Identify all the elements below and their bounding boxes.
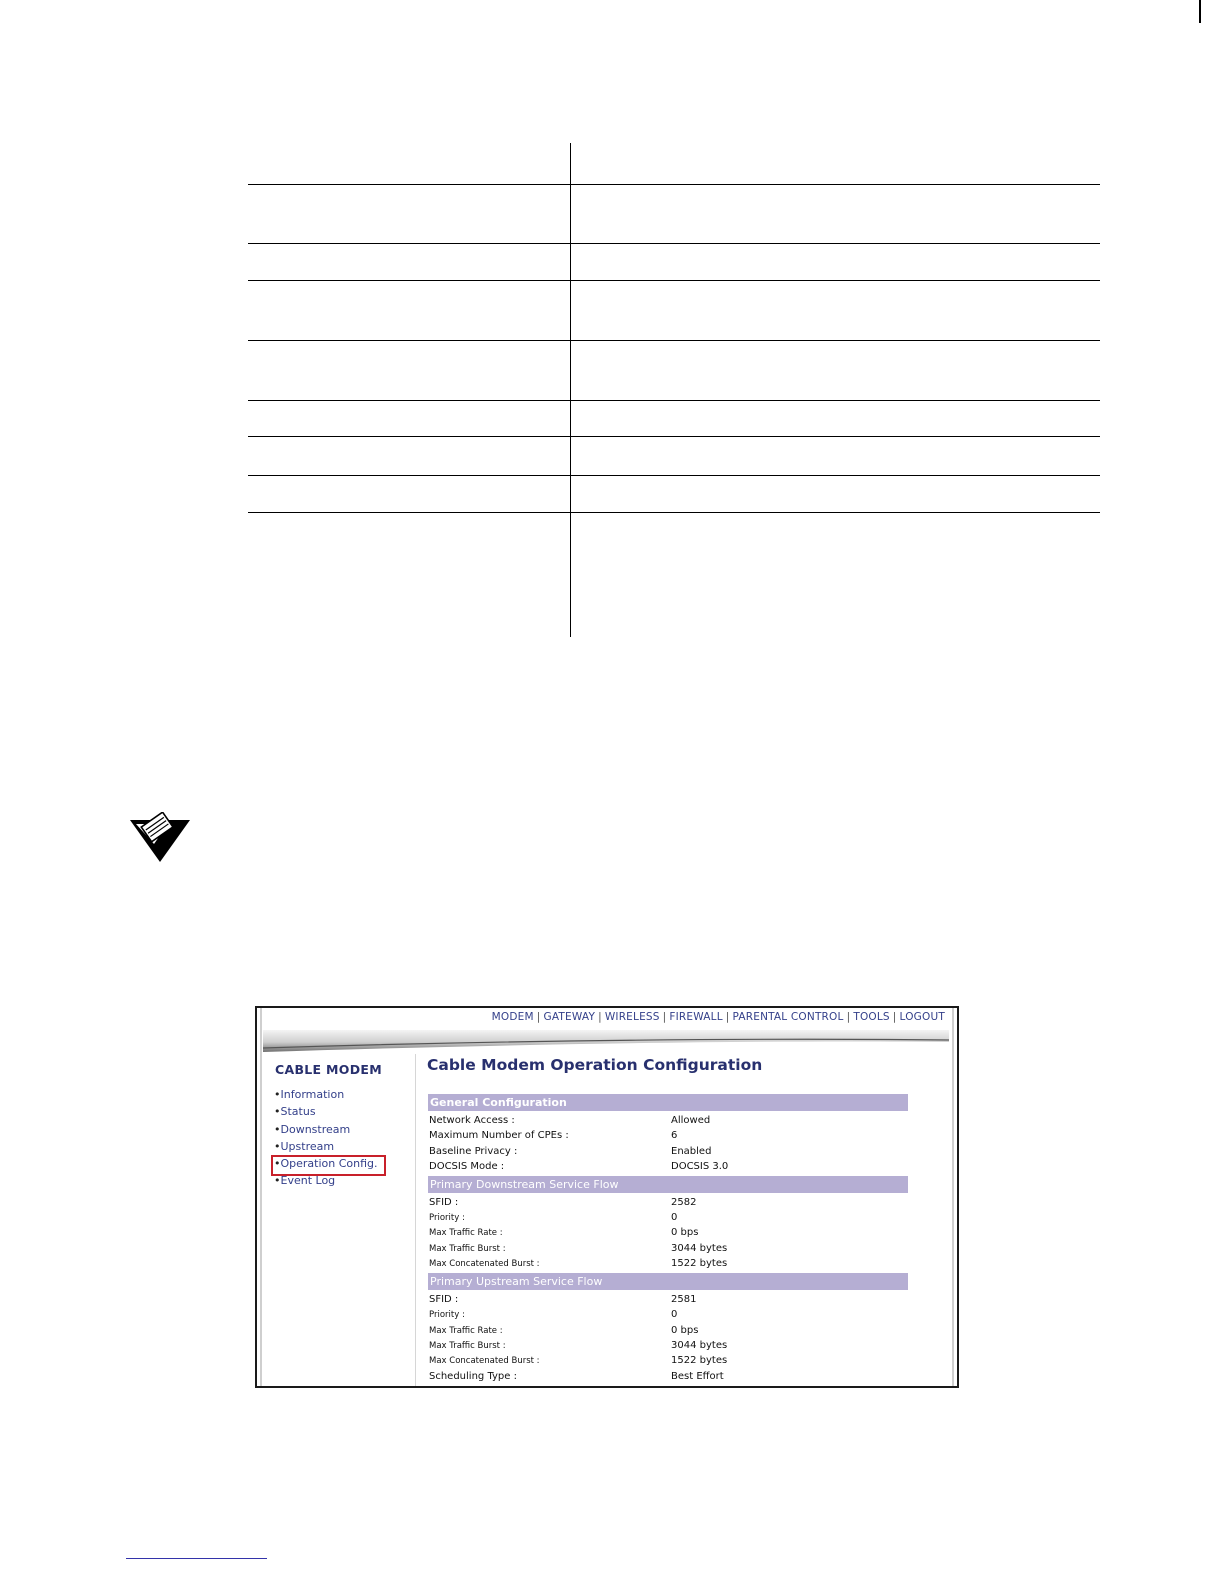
table-row-divider xyxy=(248,243,1100,244)
sidebar-item-event-log[interactable]: •Event Log xyxy=(274,1174,336,1188)
table-row xyxy=(429,1355,909,1370)
sidebar-item-status[interactable]: •Status xyxy=(274,1105,316,1119)
table-row xyxy=(429,1243,909,1258)
section-header-upstream: Primary Upstream Service Flow xyxy=(428,1273,908,1290)
table-row xyxy=(429,1146,909,1161)
row-label: Max Traffic Rate : xyxy=(429,1326,503,1336)
row-value: 0 xyxy=(671,1212,678,1223)
frame-edge xyxy=(952,1008,954,1386)
sidebar xyxy=(263,1054,416,1386)
nav-parental-control[interactable]: PARENTAL CONTROL xyxy=(732,1011,844,1023)
sidebar-item-label[interactable]: Information xyxy=(280,1088,345,1101)
table-row xyxy=(429,1161,909,1176)
row-value: Allowed xyxy=(671,1115,711,1126)
section-header-general: General Configuration xyxy=(428,1094,908,1111)
row-label: SFID : xyxy=(429,1294,459,1305)
sidebar-item-label[interactable]: Upstream xyxy=(280,1139,335,1153)
table-row xyxy=(429,1115,909,1130)
table-row xyxy=(429,1325,909,1340)
row-value: 3044 bytes xyxy=(671,1340,728,1351)
empty-table xyxy=(248,143,1100,637)
sidebar-item-downstream[interactable]: •Downstream xyxy=(274,1122,351,1136)
sidebar-item-information[interactable]: •Information xyxy=(274,1088,345,1101)
row-label: Max Traffic Burst : xyxy=(429,1341,506,1351)
sidebar-item-label[interactable]: Downstream xyxy=(280,1122,351,1136)
row-value: 2582 xyxy=(671,1197,697,1208)
table-row xyxy=(429,1294,909,1309)
row-value: 0 xyxy=(671,1309,678,1320)
sidebar-item-label[interactable]: Event Log xyxy=(280,1174,336,1188)
row-value: 2581 xyxy=(671,1294,697,1305)
row-label: Baseline Privacy : xyxy=(429,1146,518,1157)
row-label: Max Traffic Rate : xyxy=(429,1228,503,1238)
table-row-divider xyxy=(248,475,1100,476)
nav-gateway[interactable]: GATEWAY xyxy=(543,1011,596,1023)
header-swoosh xyxy=(263,1026,949,1052)
table-row xyxy=(429,1371,909,1386)
row-label: Maximum Number of CPEs : xyxy=(429,1130,569,1141)
row-label: Max Concatenated Burst : xyxy=(429,1356,540,1366)
table-row xyxy=(429,1309,909,1324)
note-icon xyxy=(128,812,192,866)
header-rule xyxy=(1199,0,1201,23)
row-value: 1522 bytes xyxy=(671,1355,728,1366)
row-label: SFID : xyxy=(429,1197,459,1208)
table-row xyxy=(429,1258,909,1273)
row-label: Priority : xyxy=(429,1213,465,1223)
sidebar-item-upstream[interactable]: •Upstream xyxy=(274,1139,335,1153)
row-value: 6 xyxy=(671,1130,678,1141)
row-label: Priority : xyxy=(429,1310,465,1320)
nav-tools[interactable]: TOOLS xyxy=(853,1011,890,1023)
nav-logout[interactable]: LOGOUT xyxy=(899,1011,945,1023)
row-value: Enabled xyxy=(671,1146,712,1157)
table-row xyxy=(429,1197,909,1212)
row-label: DOCSIS Mode : xyxy=(429,1161,505,1172)
row-value: Best Effort xyxy=(671,1371,724,1382)
sidebar-item-label[interactable]: Operation Config. xyxy=(280,1157,378,1171)
table-row-divider xyxy=(248,280,1100,281)
table-row xyxy=(429,1212,909,1227)
row-value: 1522 bytes xyxy=(671,1258,728,1269)
table-column-divider xyxy=(570,143,571,637)
row-value: DOCSIS 3.0 xyxy=(671,1161,729,1172)
table-row xyxy=(429,1340,909,1355)
top-navigation: MODEM | GATEWAY | WIRELESS | FIREWALL | PARENTAL CONTROL | TOOLS | LOGOUT xyxy=(491,1011,945,1023)
table-row-divider xyxy=(248,340,1100,341)
footer-rule xyxy=(126,1558,267,1559)
sidebar-title: CABLE MODEM xyxy=(275,1062,382,1077)
highlight-box xyxy=(271,1155,386,1176)
row-value: 3044 bytes xyxy=(671,1243,728,1254)
table-row-divider xyxy=(248,512,1100,513)
table-row-divider xyxy=(248,436,1100,437)
table-row-divider xyxy=(248,184,1100,185)
row-label: Max Traffic Burst : xyxy=(429,1244,506,1254)
row-label: Scheduling Type : xyxy=(429,1371,517,1382)
table-row xyxy=(429,1227,909,1242)
sidebar-item-label[interactable]: Status xyxy=(280,1105,316,1119)
sidebar-item-operation-config[interactable]: •Operation Config. xyxy=(274,1157,378,1174)
cable-modem-screenshot xyxy=(255,1006,959,1388)
row-value: 0 bps xyxy=(671,1325,699,1336)
table-row xyxy=(429,1130,909,1145)
nav-firewall[interactable]: FIREWALL xyxy=(669,1011,723,1023)
row-value: 0 bps xyxy=(671,1227,699,1238)
table-row-divider xyxy=(248,400,1100,401)
nav-wireless[interactable]: WIRELESS xyxy=(604,1011,660,1023)
sidebar-menu xyxy=(274,1088,378,1192)
section-header-downstream: Primary Downstream Service Flow xyxy=(428,1176,908,1193)
frame-edge xyxy=(260,1008,262,1386)
row-label: Max Concatenated Burst : xyxy=(429,1259,540,1269)
nav-modem[interactable]: MODEM xyxy=(491,1011,534,1023)
row-label: Network Access : xyxy=(429,1115,515,1126)
page-title: Cable Modem Operation Configuration xyxy=(427,1056,763,1074)
